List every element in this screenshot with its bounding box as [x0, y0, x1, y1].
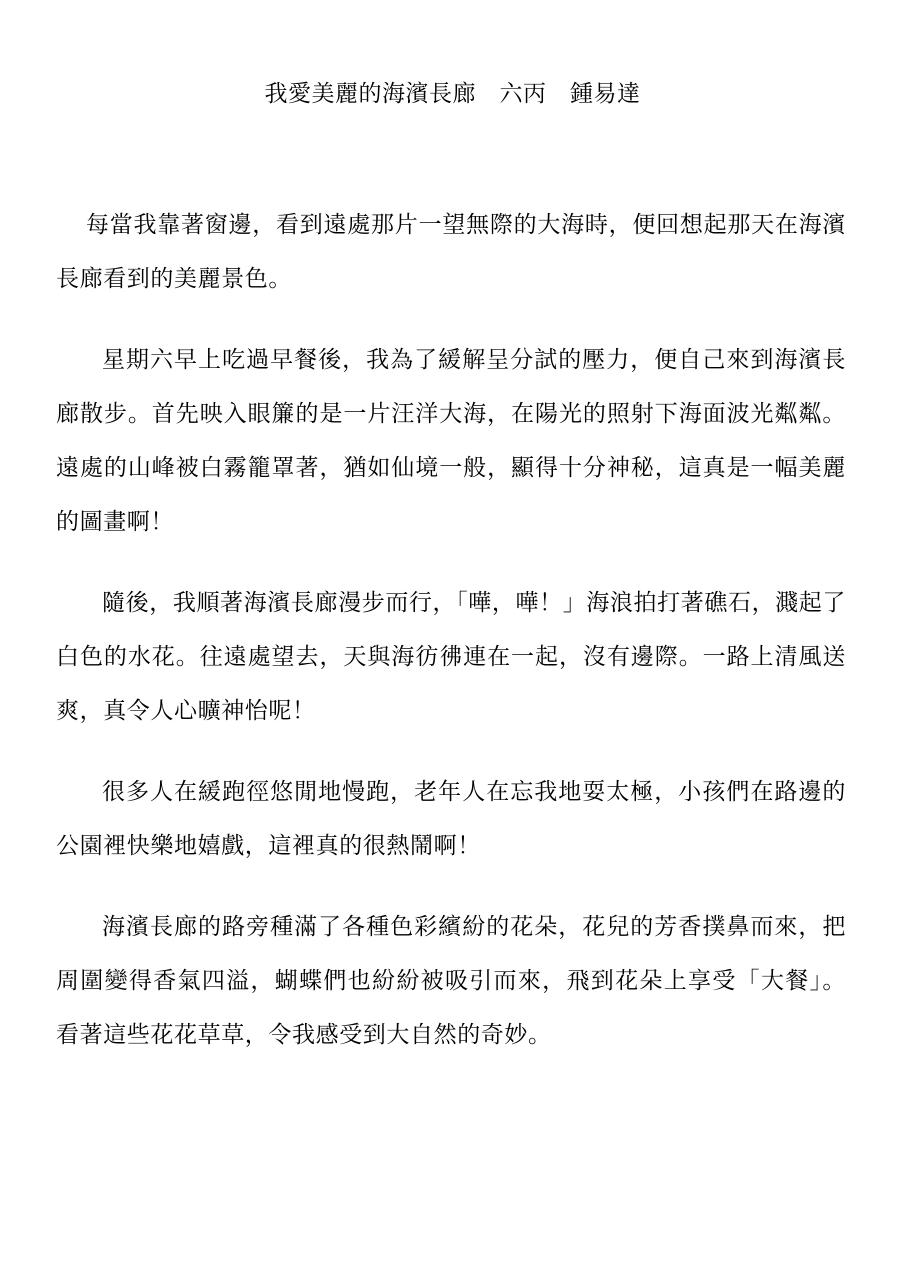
paragraph-3: 隨後，我順著海濱長廊漫步而行，「嘩，嘩！」海浪拍打著礁石，濺起了白色的水花。往遠處望去，天與海彷彿連在一起，沒有邊際。一路上清風送爽，真令人心曠神怡呢！: [56, 590, 846, 724]
document-title: 我愛美麗的海濱長廊 六丙 鍾易達: [264, 81, 641, 107]
essay-body: [56, 198, 846, 1089]
paragraph-1: 每當我靠著窗邊，看到遠處那片一望無際的大海時，便回想起那天在海濱長廊看到的美麗景色。: [56, 212, 846, 292]
paragraph-5: 海濱長廊的路旁種滿了各種色彩繽紛的花朵，花兒的芳香撲鼻而來，把周圍變得香氣四溢，蝴蝶們也紛紛被吸引而來，飛到花朵上享受「大餐」。看著這些花花草草，令我感受到大自然的奇妙。: [56, 914, 846, 1048]
paragraph-2: 星期六早上吃過早餐後，我為了緩解呈分試的壓力，便自己來到海濱長廊散步。首先映入眼簾的是一片汪洋大海，在陽光的照射下海面波光粼粼。遠處的山峰被白霧籠罩著，猶如仙境一般，顯得十分神秘，這真是一幅美麗的圖畫啊！: [56, 347, 846, 535]
paragraph-4: 很多人在緩跑徑悠閒地慢跑，老年人在忘我地耍太極，小孩們在路邊的公園裡快樂地嬉戲，這裡真的很熱鬧啊！: [56, 779, 846, 859]
